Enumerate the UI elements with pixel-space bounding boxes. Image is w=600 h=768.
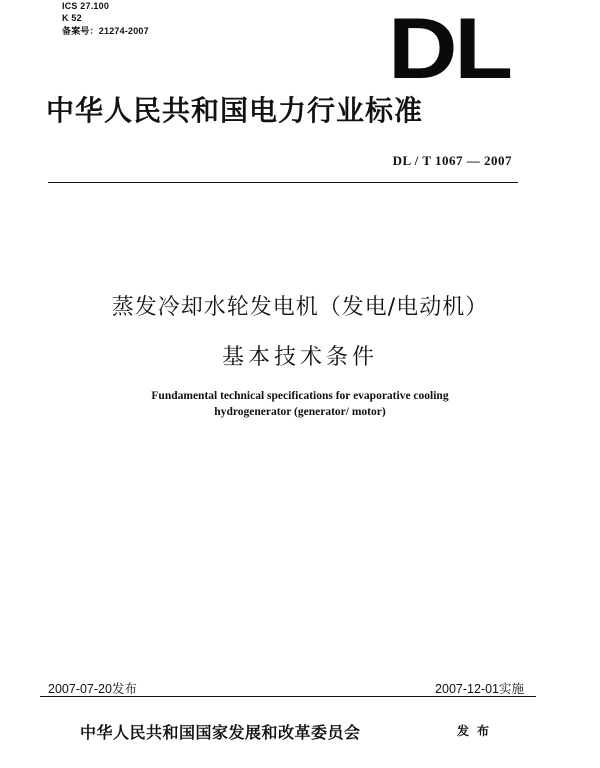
title-chinese-line-1: 蒸发冷却水轮发电机（发电/电动机） xyxy=(111,295,489,320)
record-number: 备案号：21274-2007 xyxy=(62,26,149,36)
standard-category-heading: 中华人民共和国电力行业标准 xyxy=(46,94,424,127)
bottom-divider xyxy=(40,696,536,697)
title-english-line-2: hydrogenerator (generator/ motor) xyxy=(214,406,386,418)
ics-code: ICS 27.100 xyxy=(62,1,110,11)
publish-label: 发布 xyxy=(457,724,498,738)
issue-date: 2007-07-20发布 xyxy=(48,682,137,696)
title-chinese-line-2: 基本技术条件 xyxy=(221,345,378,370)
standard-number: DL / T 1067 — 2007 xyxy=(392,153,512,168)
dl-logo: DL xyxy=(388,1,510,97)
title-english-line-1: Fundamental technical specifications for evaporative cooling xyxy=(151,390,449,402)
issuing-authority: 中华人民共和国国家发展和改革委员会 xyxy=(80,723,361,742)
classification-code: K 52 xyxy=(62,13,82,23)
top-divider xyxy=(48,182,518,183)
implementation-date: 2007-12-01实施 xyxy=(435,682,524,696)
